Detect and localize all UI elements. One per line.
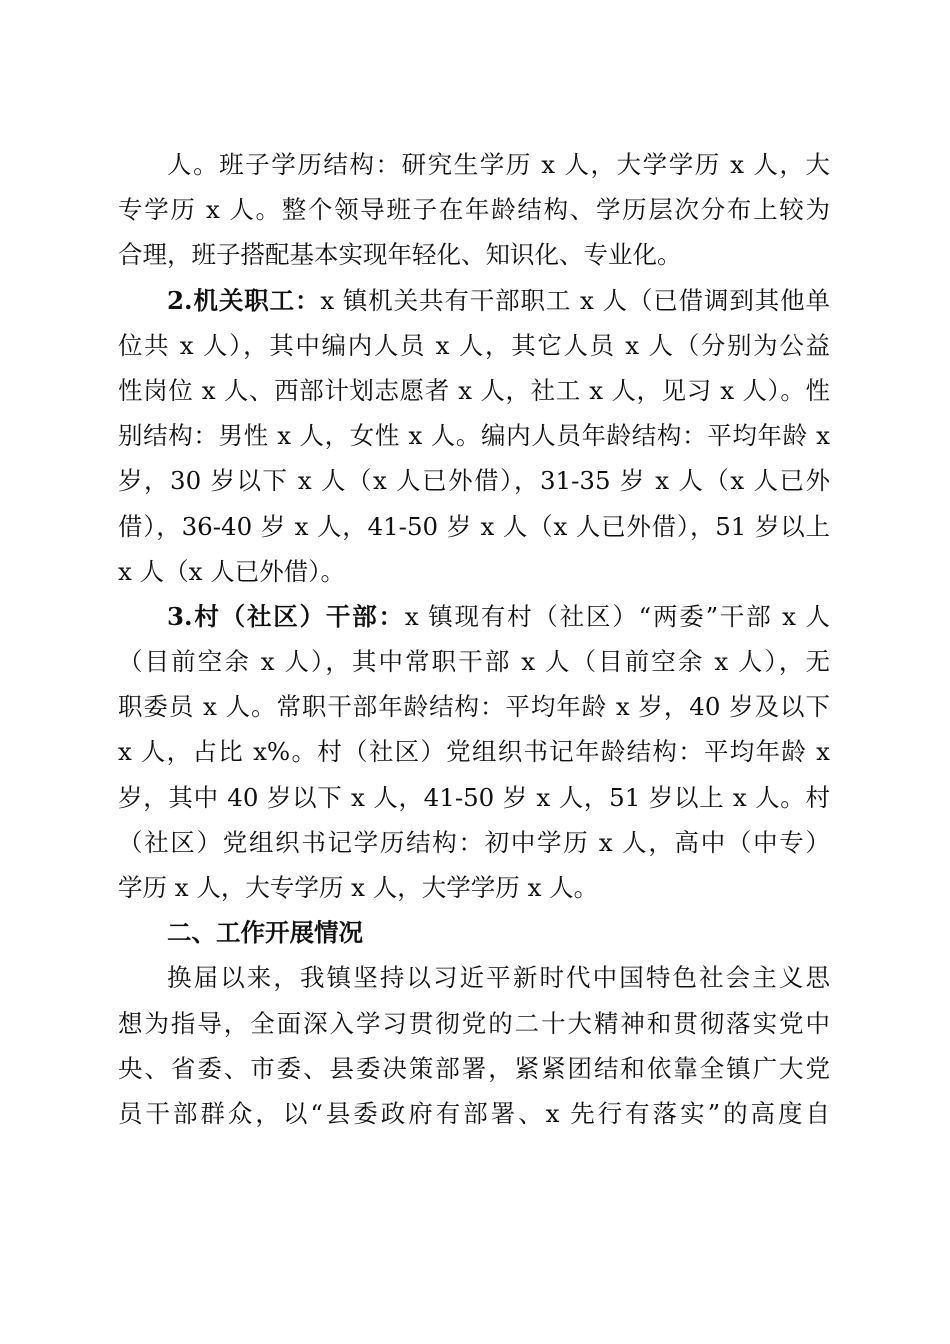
- text-line: 想为指导，全面深入学习贯彻党的二十大精神和贯彻落实党中: [118, 1008, 830, 1038]
- text-line: 专学历 x 人。整个领导班子在年龄结构、学历层次分布上较为: [118, 195, 830, 225]
- paragraph-leadership-education: [118, 142, 830, 278]
- text-line: 员干部群众，以“县委政府有部署、x 先行有落实”的高度自: [118, 1098, 830, 1128]
- text-line: [118, 278, 830, 323]
- section-heading-work-progress: [118, 910, 830, 955]
- text-line: 岁，30 岁以下 x 人（x 人已外借），31-35 岁 x 人（x 人已外: [118, 466, 830, 496]
- paragraph-work-overview: [118, 955, 830, 1136]
- text-line: 位共 x 人），其中编内人员 x 人，其它人员 x 人（分别为公益: [118, 330, 830, 360]
- text-line: [118, 594, 830, 639]
- text-line: （目前空余 x 人），其中常职干部 x 人（目前空余 x 人），无: [118, 647, 830, 677]
- paragraph-text: x 镇机关共有干部职工 x 人（已借调到其他单: [320, 285, 830, 315]
- paragraph-village-cadres: [118, 594, 830, 910]
- text-line: 岁，其中 40 岁以下 x 人，41-50 岁 x 人，51 岁以上 x 人。村: [118, 782, 830, 812]
- text-line: 借），36-40 岁 x 人，41-50 岁 x 人（x 人已外借），51 岁以上: [118, 511, 830, 541]
- text-line: x 人，占比 x%。村（社区）党组织书记年龄结构：平均年龄 x: [118, 737, 830, 767]
- text-line: 合理，班子搭配基本实现年轻化、知识化、专业化。: [118, 240, 682, 270]
- text-line: 职委员 x 人。常职干部年龄结构：平均年龄 x 岁，40 岁及以下: [118, 692, 830, 722]
- text-line: 学历 x 人，大专学历 x 人，大学学历 x 人。: [118, 873, 599, 902]
- text-line: 换届以来，我镇坚持以习近平新时代中国特色社会主义思: [167, 963, 830, 993]
- section-heading: 二、工作开展情况: [167, 918, 363, 948]
- text-line: 别结构：男性 x 人，女性 x 人。编内人员年龄结构：平均年龄 x: [118, 421, 830, 451]
- text-line: 人。班子学历结构：研究生学历 x 人，大学学历 x 人，大: [167, 150, 830, 179]
- paragraph-heading: 2.机关职工：: [167, 285, 321, 315]
- text-line: （社区）党组织书记学历结构：初中学历 x 人，高中（中专）: [118, 827, 830, 857]
- text-line: x 人（x 人已外借）。: [118, 556, 345, 586]
- paragraph-heading: 3.村（社区）干部：: [167, 601, 405, 631]
- paragraph-text: x 镇现有村（社区）“两委”干部 x 人: [404, 601, 830, 631]
- document-body: [118, 142, 830, 1136]
- text-line: 央、省委、市委、县委决策部署，紧紧团结和依靠全镇广大党: [118, 1053, 830, 1083]
- text-line: 性岗位 x 人、西部计划志愿者 x 人，社工 x 人，见习 x 人）。性: [118, 375, 830, 405]
- paragraph-office-staff: [118, 278, 830, 594]
